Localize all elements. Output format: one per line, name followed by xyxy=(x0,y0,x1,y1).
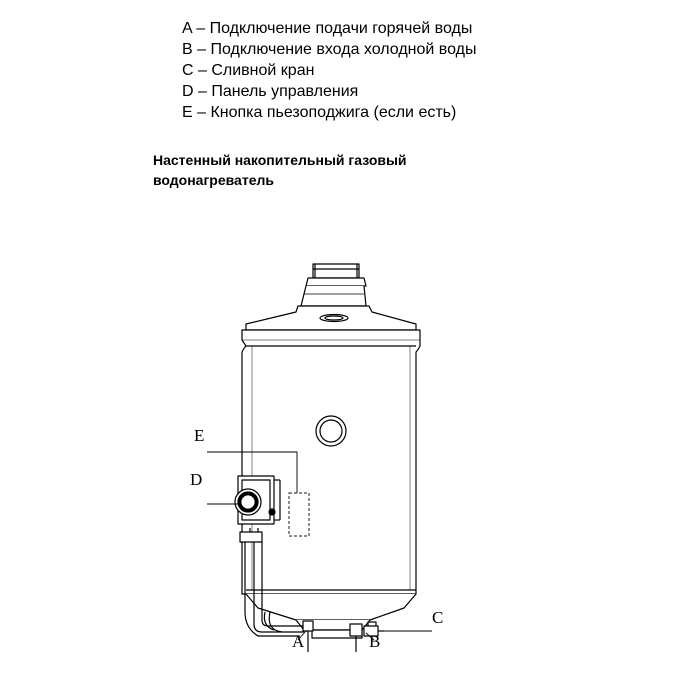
inspection-window xyxy=(316,416,346,446)
piezo-ignition-button xyxy=(289,493,309,536)
control-knob xyxy=(235,489,261,515)
diagram-title: Настенный накопительный газовый водонагреватель xyxy=(153,152,407,188)
legend-item-d: D – Панель управления xyxy=(182,83,359,100)
callout-b: B xyxy=(369,632,381,651)
callout-d: D xyxy=(190,470,203,489)
tank-body xyxy=(242,330,420,594)
legend-item-c: C – Сливной кран xyxy=(182,62,315,79)
flue-outlet xyxy=(306,264,366,286)
legend-item-e: E – Кнопка пьезоподжига (если есть) xyxy=(182,104,457,121)
legend-item-a: A – Подключение подачи горячей воды xyxy=(182,20,473,37)
callout-c: C xyxy=(432,608,444,627)
draft-hood xyxy=(246,286,416,330)
callout-a: A xyxy=(292,632,305,651)
callout-e: E xyxy=(194,426,205,445)
legend-item-b: B – Подключение входа холодной воды xyxy=(182,41,477,58)
